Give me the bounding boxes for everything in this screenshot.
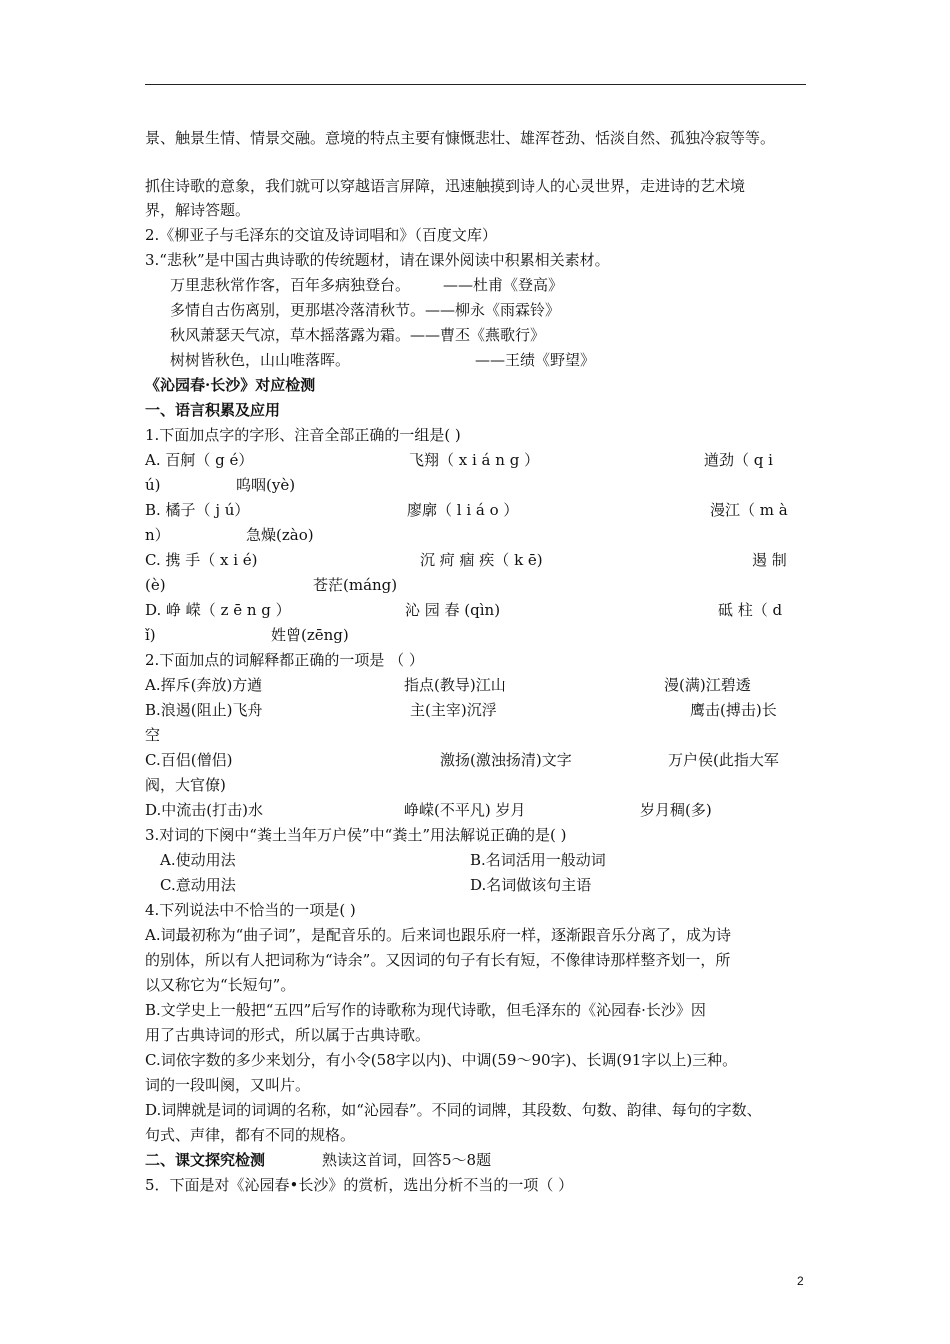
q4-option-a: 的别体，所以有人把词称为“诗余”。又因词的句子有长有短，不像律诗那样整齐划一，所 bbox=[145, 951, 731, 969]
test-title: 《沁园春·长沙》对应检测 bbox=[145, 376, 316, 394]
q1-option-c: 沉 疴 痼 疾（ k ē) bbox=[420, 551, 543, 569]
q4-option-d: D.词牌就是词的词调的名称，如“沁园春”。不同的词牌，其段数、句数、韵律、每句的字数、 bbox=[145, 1101, 762, 1119]
q4-stem: 4.下列说法中不恰当的一项是( ) bbox=[145, 901, 356, 919]
q2-option-b: 鹰击(搏击)长 bbox=[690, 701, 777, 719]
q2-option-c: C.百侣(僧侣) bbox=[145, 751, 233, 769]
q3-option: D.名词做该句主语 bbox=[470, 876, 592, 894]
q2-option-b: 主(主宰)沉浮 bbox=[410, 701, 497, 719]
q1-option-d: D. 峥 嵘（ z ē n g ） bbox=[145, 601, 291, 619]
reference-3: 3.“悲秋”是中国古典诗歌的传统题材，请在课外阅读中积累相关素材。 bbox=[145, 251, 610, 269]
q4-option-a: 以又称它为“长短句”。 bbox=[145, 976, 296, 994]
q2-option-a: 指点(教导)江山 bbox=[404, 676, 506, 694]
section-1-heading: 一、语言积累及应用 bbox=[145, 401, 281, 419]
q3-option: C.意动用法 bbox=[160, 876, 236, 894]
poem-source: ——杜甫《登高》 bbox=[443, 276, 564, 294]
q1-option-a: A. 百舸（ g é） bbox=[145, 451, 254, 469]
q1-option-d: ǐ) bbox=[145, 626, 156, 644]
q3-stem: 3.对词的下阕中“粪土当年万户侯”中“粪土”用法解说正确的是( ) bbox=[145, 826, 567, 844]
q1-option-d: 砥 柱（ d bbox=[718, 601, 783, 619]
q4-option-b: 用了古典诗词的形式，所以属于古典诗歌。 bbox=[145, 1026, 431, 1044]
intro-line-2: 抓住诗歌的意象，我们就可以穿越语言屏障，迅速触摸到诗人的心灵世界，走进诗的艺术境 bbox=[145, 177, 746, 195]
poem-line: 秋风萧瑟天气凉，草木摇落露为霜。——曹丕《燕歌行》 bbox=[170, 326, 546, 344]
q4-option-c: 词的一段叫阕，又叫片。 bbox=[145, 1076, 311, 1094]
q1-option-b: 漫江（ m à bbox=[710, 501, 788, 519]
q3-option: A.使动用法 bbox=[160, 851, 236, 869]
q2-option-a: A.挥斥(奔放)方遒 bbox=[145, 676, 263, 694]
q2-option-b: 空 bbox=[145, 726, 161, 744]
q2-option-c: 万户侯(此指大军 bbox=[668, 751, 779, 769]
q2-option-a: 漫(满)江碧透 bbox=[664, 676, 751, 694]
q3-option: B.名词活用一般动词 bbox=[470, 851, 606, 869]
section-2-note: 熟读这首词，回答5～8题 bbox=[322, 1151, 492, 1169]
q1-option-b: 急燥(zào) bbox=[246, 526, 314, 544]
intro-line-1: 景、触景生情、情景交融。意境的特点主要有慷慨悲壮、雄浑苍劲、恬淡自然、孤独冷寂等等。 bbox=[145, 129, 776, 147]
poem-line: 树树皆秋色，山山唯落晖。 bbox=[170, 351, 351, 369]
section-2-heading: 二、课文探究检测 bbox=[145, 1151, 266, 1169]
q1-option-c: 苍茫(máng) bbox=[313, 576, 398, 594]
q2-stem: 2.下面加点的词解释都正确的一项是 （ ） bbox=[145, 651, 424, 669]
q2-option-d: 峥嵘(不平凡) 岁月 bbox=[404, 801, 526, 819]
q2-option-b: B.浪遏(阻止)飞舟 bbox=[145, 701, 263, 719]
q1-option-a: 呜咽(yè) bbox=[236, 476, 296, 494]
q4-option-b: B.文学史上一般把“五四”后写作的诗歌称为现代诗歌，但毛泽东的《沁园春·长沙》因 bbox=[145, 1001, 706, 1019]
q1-option-c: C. 携 手（ x i é) bbox=[145, 551, 258, 569]
q4-option-d: 句式、声律，都有不同的规格。 bbox=[145, 1126, 356, 1144]
q2-option-c: 阀，大官僚) bbox=[145, 776, 226, 794]
q1-stem: 1.下面加点字的字形、注音全部正确的一组是( ) bbox=[145, 426, 461, 444]
q1-option-b: 廖廓（ l i á o ） bbox=[407, 501, 519, 519]
header-rule bbox=[145, 84, 806, 85]
reference-2: 2.《柳亚子与毛泽东的交谊及诗词唱和》（百度文库） bbox=[145, 226, 497, 244]
q1-option-a: 遒劲（ q i bbox=[704, 451, 773, 469]
q1-option-a: 飞翔（ x i á n g ） bbox=[409, 451, 540, 469]
q1-option-d: 沁 园 春 (qìn) bbox=[405, 601, 501, 619]
q1-option-b: n） bbox=[145, 526, 170, 544]
poem-line: 多情自古伤离别，更那堪冷落清秋节。——柳永《雨霖铃》 bbox=[170, 301, 561, 319]
poem-line: 万里悲秋常作客，百年多病独登台。 bbox=[170, 276, 411, 294]
q1-option-c: 遏 制 bbox=[752, 551, 787, 569]
q1-option-d: 姓曾(zēng) bbox=[271, 626, 349, 644]
q1-option-a: ú) bbox=[145, 476, 161, 494]
q2-option-d: 岁月稠(多) bbox=[640, 801, 712, 819]
q2-option-d: D.中流击(打击)水 bbox=[145, 801, 263, 819]
q2-option-c: 激扬(激浊扬清)文字 bbox=[440, 751, 572, 769]
q1-option-c: (è) bbox=[145, 576, 166, 594]
q4-option-c: C.词依字数的多少来划分，有小令(58字以内)、中调(59～90字)、长调(91字以上)三种。 bbox=[145, 1051, 738, 1069]
q1-option-b: B. 橘子（ j ú） bbox=[145, 501, 250, 519]
page-number: 2 bbox=[797, 1274, 804, 1288]
q4-option-a: A.词最初称为“曲子词”，是配音乐的。后来词也跟乐府一样，逐渐跟音乐分离了，成为诗 bbox=[145, 926, 731, 944]
intro-line-3: 界，解诗答题。 bbox=[145, 201, 251, 219]
poem-source: ——王绩《野望》 bbox=[475, 351, 596, 369]
q5-stem: 5．下面是对《沁园春•长沙》的赏析，选出分析不当的一项（ ） bbox=[145, 1176, 574, 1194]
